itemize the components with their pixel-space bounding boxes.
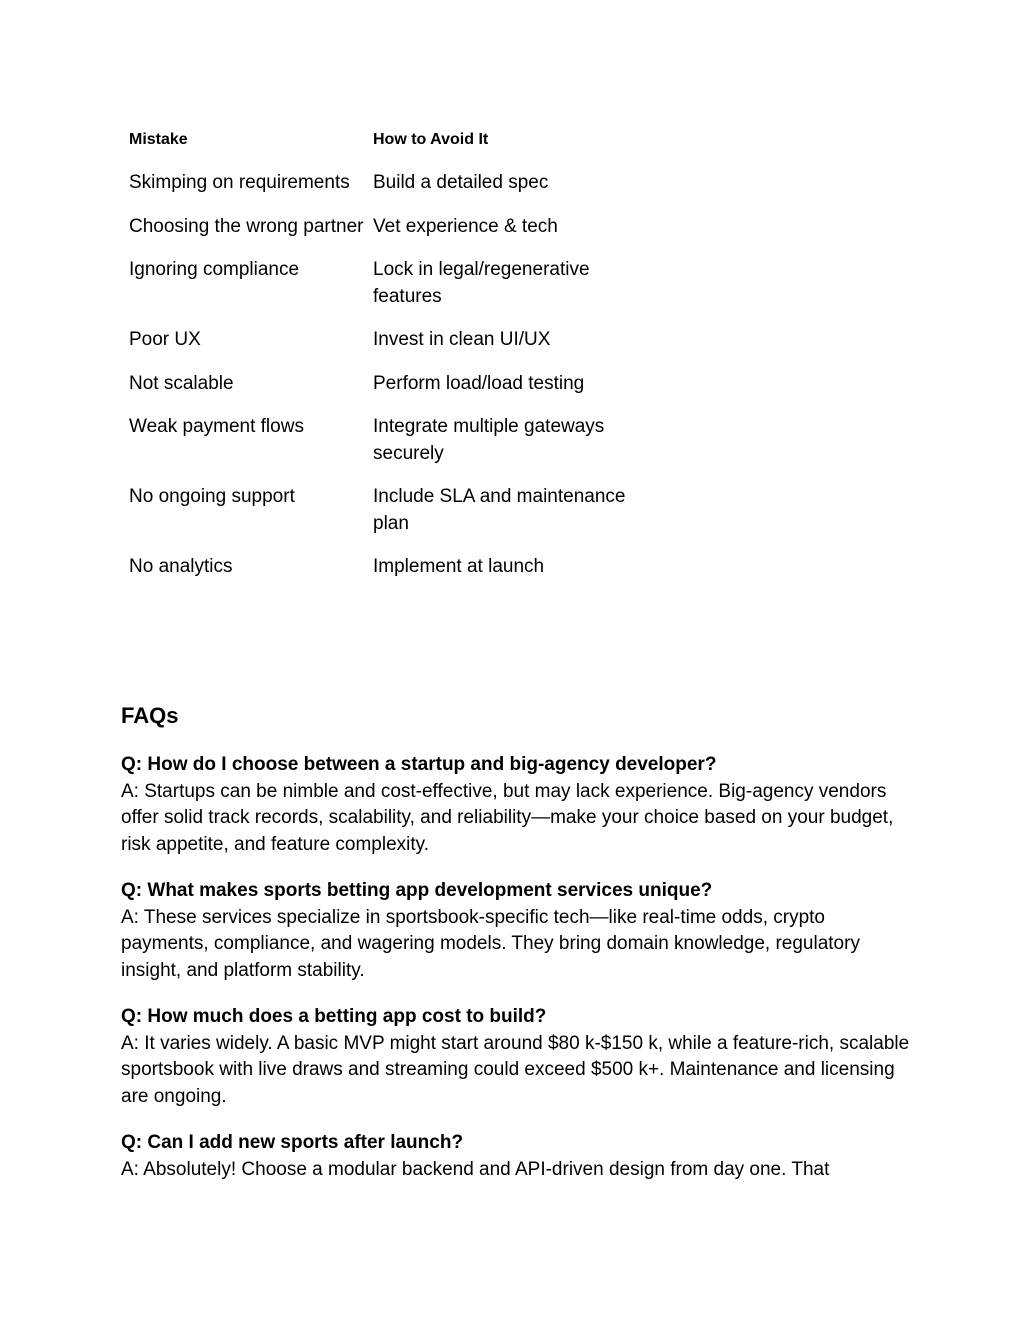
- table-cell-avoid: Integrate multiple gateways securely: [373, 416, 605, 464]
- table-row: [129, 371, 669, 398]
- table-cell-mistake: Weak payment flows: [129, 416, 304, 437]
- faq-answer: A: Absolutely! Choose a modular backend and API‑driven design from day one. That: [121, 1158, 830, 1180]
- table-cell-avoid: Build a detailed spec: [373, 172, 549, 193]
- faq-question: Q: What makes sports betting app development services unique?: [121, 880, 713, 901]
- faq-answer: A: These services specialize in sportsbook‑specific tech—like real‑time odds, crypto payments, compliance, and wagering models. They bring domain knowledge, regulatory insight, and platform stability.: [121, 906, 860, 981]
- table-cell-mistake: Not scalable: [129, 372, 234, 394]
- faq-question: Q: Can I add new sports after launch?: [121, 1132, 464, 1153]
- table-row: [129, 214, 669, 241]
- faq-question: Q: How do I choose between a startup and big‑agency developer?: [121, 754, 717, 775]
- faq-item: [121, 1130, 911, 1183]
- table-cell-avoid: Vet experience & tech: [373, 215, 558, 237]
- faq-question: Q: How much does a betting app cost to build?: [121, 1006, 547, 1027]
- table-cell-mistake: Ignoring compliance: [129, 259, 300, 280]
- table-cell-avoid: Perform load/load testing: [373, 372, 585, 394]
- table-row: [129, 414, 669, 467]
- faq-answer: A: It varies widely. A basic MVP might start around $80 k‑$150 k, while a feature‑rich, scalable sportsbook with live draws and streaming could exceed $500 k+. Maintenance and licensing are ongoing.: [121, 1032, 910, 1107]
- table-row: [129, 257, 669, 310]
- table-row: [129, 554, 669, 581]
- table-cell-avoid: Implement at launch: [373, 556, 545, 577]
- faq-section: [121, 700, 911, 1203]
- table-cell-mistake: Poor UX: [129, 329, 201, 350]
- faq-item: [121, 1004, 911, 1110]
- column-header-avoid: How to Avoid It: [373, 131, 489, 148]
- table-header-row: [129, 128, 669, 152]
- faq-answer: A: Startups can be nimble and cost‑effective, but may lack experience. Big‑agency vendors offer solid track records, scalability, and reliability—make your choice based on your budget, risk appetite, and feature complexity.: [121, 780, 894, 855]
- faq-heading: FAQs: [121, 703, 179, 728]
- table-cell-mistake: No analytics: [129, 556, 233, 577]
- table-cell-avoid: Lock in legal/regenerative features: [373, 259, 590, 307]
- faq-item: [121, 878, 911, 984]
- table-cell-mistake: Skimping on requirements: [129, 172, 350, 193]
- table-row: [129, 170, 669, 197]
- table-row: [129, 484, 669, 537]
- table-row: [129, 327, 669, 354]
- table-cell-mistake: Choosing the wrong partner: [129, 215, 364, 237]
- table-cell-avoid: Include SLA and maintenance plan: [373, 486, 626, 534]
- faq-item: [121, 752, 911, 858]
- table-cell-avoid: Invest in clean UI/UX: [373, 329, 551, 350]
- table-cell-mistake: No ongoing support: [129, 486, 295, 507]
- column-header-mistake: Mistake: [129, 131, 188, 148]
- mistakes-table: [129, 128, 669, 598]
